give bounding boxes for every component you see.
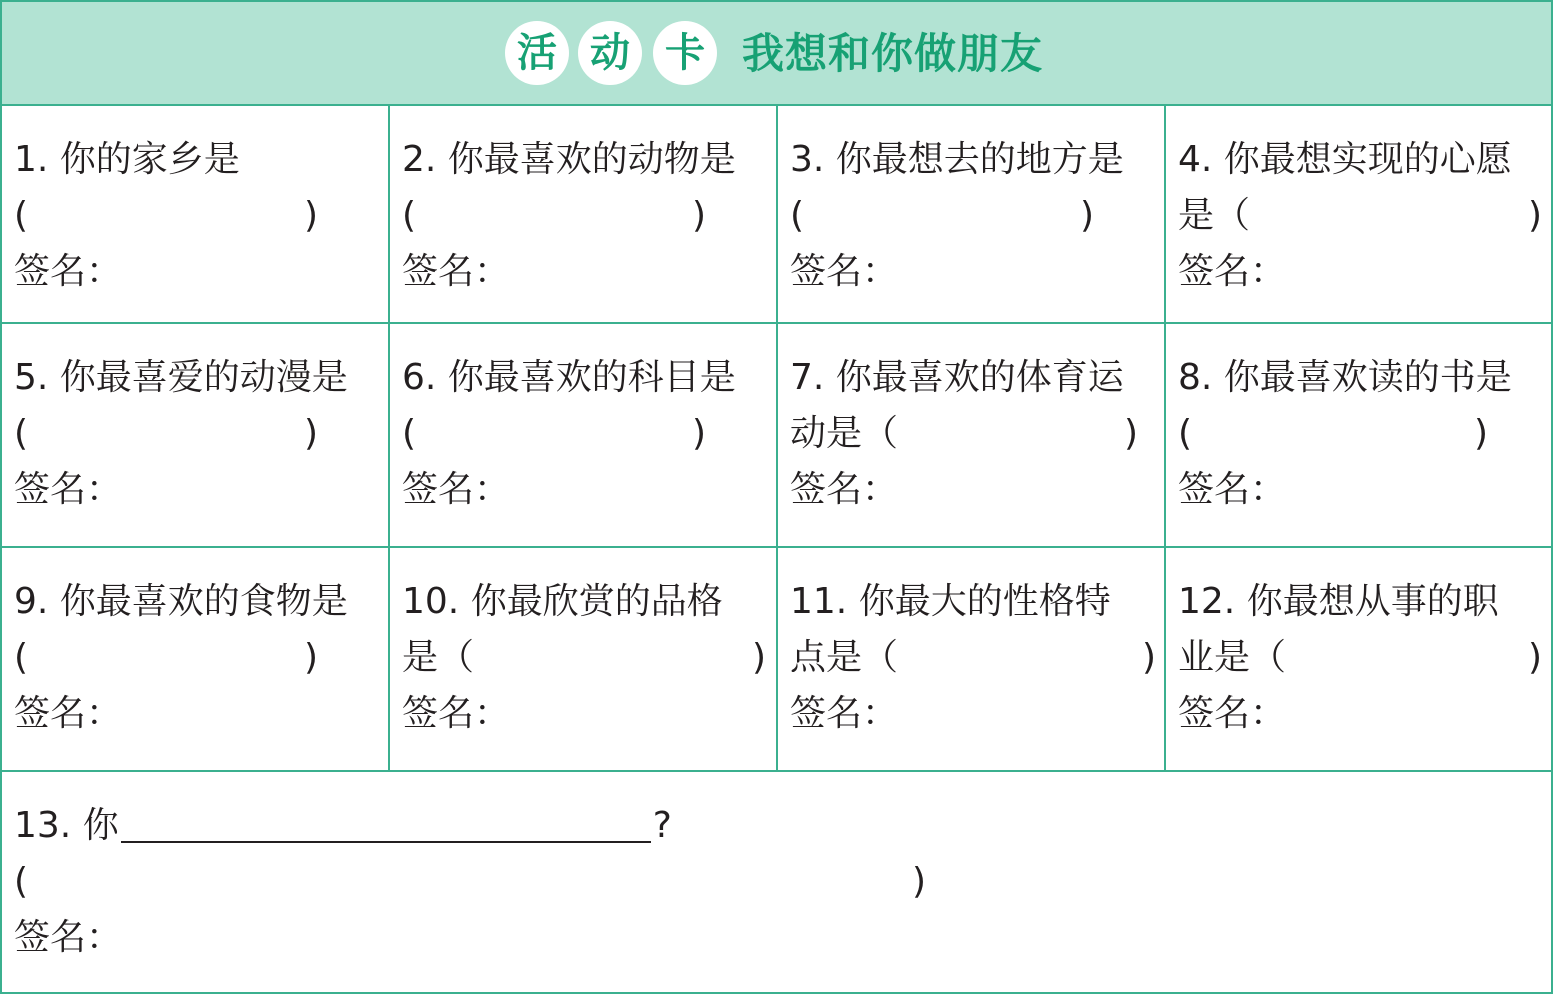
question-cell [1166, 324, 1551, 548]
question-text [14, 804, 1541, 848]
question-text: 2. 你最喜欢的动物是 [402, 139, 736, 180]
answer-open: 动是（ [790, 413, 899, 454]
answer-open: ( [14, 637, 29, 678]
answer-close: ) [1528, 637, 1543, 678]
question-cell [2, 324, 390, 548]
answer-open: ( [790, 195, 805, 236]
answer-open: 业是（ [1178, 637, 1287, 678]
signature-label: 签名： [1178, 693, 1287, 734]
blank-underline[interactable] [121, 805, 651, 843]
question-text: 12. 你最想从事的职 [1178, 581, 1499, 622]
question-cell-wide [2, 772, 1551, 992]
question-prefix: 13. 你 [14, 805, 119, 846]
signature-label: 签名： [14, 693, 123, 734]
signature-label: 签名： [1178, 251, 1287, 292]
answer-open: ( [14, 195, 29, 236]
question-cell [390, 324, 778, 548]
answer-close: ) [304, 637, 319, 678]
answer-open: ( [402, 195, 417, 236]
signature-label: 签名： [790, 251, 899, 292]
question-suffix: ? [652, 805, 672, 846]
signature-label: 签名： [402, 693, 511, 734]
signature-label: 签名： [790, 469, 899, 510]
answer-open: ( [14, 413, 29, 454]
question-text: 1. 你的家乡是 [14, 139, 240, 180]
signature-label: 签名： [14, 917, 123, 958]
answer-close: ) [1528, 195, 1543, 236]
question-text: 8. 你最喜欢读的书是 [1178, 357, 1512, 398]
answer-open: 是（ [402, 637, 475, 678]
signature-label: 签名： [790, 693, 899, 734]
answer-close: ) [1474, 413, 1489, 454]
question-cell [778, 548, 1166, 772]
card-title: 我想和你做朋友 [742, 29, 1044, 78]
answer-close: ) [1124, 413, 1139, 454]
question-cell [1166, 106, 1551, 324]
question-text: 4. 你最想实现的心愿 [1178, 139, 1512, 180]
header-badge: 活 [505, 21, 569, 85]
question-grid [2, 106, 1551, 992]
question-cell [778, 106, 1166, 324]
answer-close: ) [912, 861, 927, 902]
question-text: 7. 你最喜欢的体育运 [790, 357, 1124, 398]
signature-label: 签名： [1178, 469, 1287, 510]
signature-label: 签名： [14, 469, 123, 510]
question-text: 3. 你最想去的地方是 [790, 139, 1124, 180]
answer-open: 是（ [1178, 195, 1251, 236]
answer-open: 点是（ [790, 637, 899, 678]
answer-close: ) [692, 413, 707, 454]
question-cell [390, 548, 778, 772]
answer-open: ( [14, 861, 29, 902]
signature-label: 签名： [14, 251, 123, 292]
question-text: 5. 你最喜爱的动漫是 [14, 357, 348, 398]
answer-open: ( [1178, 413, 1193, 454]
answer-close: ) [752, 637, 767, 678]
header-badge: 卡 [653, 21, 717, 85]
question-text: 9. 你最喜欢的食物是 [14, 581, 348, 622]
question-cell [778, 324, 1166, 548]
card-header [2, 2, 1551, 106]
answer-open: ( [402, 413, 417, 454]
question-cell [1166, 548, 1551, 772]
header-badge: 动 [578, 21, 642, 85]
answer-close: ) [692, 195, 707, 236]
question-text: 11. 你最大的性格特 [790, 581, 1111, 622]
question-text: 10. 你最欣赏的品格 [402, 581, 723, 622]
answer-close: ) [1142, 637, 1157, 678]
signature-label: 签名： [402, 469, 511, 510]
signature-label: 签名： [402, 251, 511, 292]
answer-close: ) [1080, 195, 1095, 236]
question-cell [390, 106, 778, 324]
answer-close: ) [304, 195, 319, 236]
question-text: 6. 你最喜欢的科目是 [402, 357, 736, 398]
answer-close: ) [304, 413, 319, 454]
question-cell [2, 548, 390, 772]
question-cell [2, 106, 390, 324]
